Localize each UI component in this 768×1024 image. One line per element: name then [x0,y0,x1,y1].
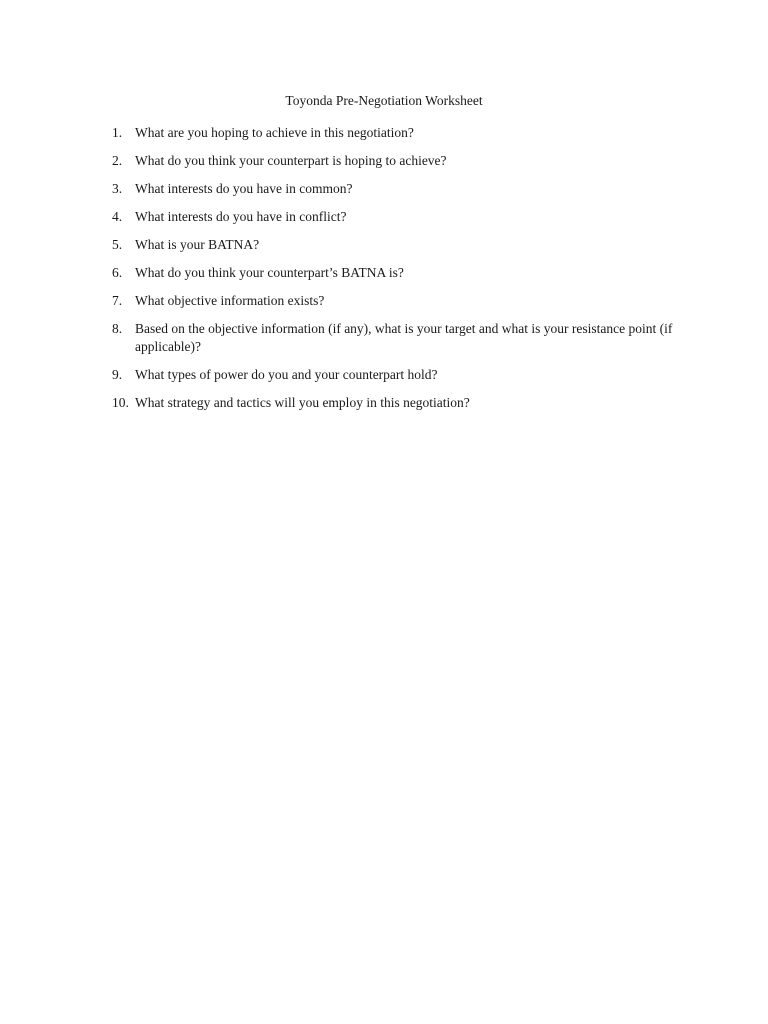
question-text: Based on the objective information (if any), what is your target and what is your resistance point (if applicable)? [135,321,673,354]
question-text: What do you think your counterpart’s BATNA is? [135,265,404,280]
question-number: 9. [112,367,123,382]
question-number: 5. [112,237,123,252]
question-item-6 [112,264,682,282]
question-item-2 [112,152,682,170]
question-number: 8. [112,321,123,336]
question-item-8 [112,320,682,356]
question-number: 1. [112,125,123,140]
question-list [112,124,682,422]
question-number: 3. [112,181,123,196]
question-number: 7. [112,293,123,308]
question-text: What is your BATNA? [135,237,260,252]
question-item-1 [112,124,682,142]
question-item-5 [112,236,682,254]
question-item-9 [112,366,682,384]
question-text: What interests do you have in conflict? [135,209,347,224]
document-title: Toyonda Pre-Negotiation Worksheet [285,93,483,108]
question-item-7 [112,292,682,310]
question-text: What objective information exists? [135,293,325,308]
question-text: What interests do you have in common? [135,181,353,196]
question-number: 4. [112,209,123,224]
question-text: What do you think your counterpart is hoping to achieve? [135,153,447,168]
question-text: What are you hoping to achieve in this negotiation? [135,125,414,140]
question-number: 2. [112,153,123,168]
question-text: What strategy and tactics will you employ in this negotiation? [135,395,470,410]
question-item-4 [112,208,682,226]
question-item-3 [112,180,682,198]
question-item-10 [112,394,682,412]
question-text: What types of power do you and your counterpart hold? [135,367,438,382]
question-number: 6. [112,265,123,280]
question-number: 10. [112,395,129,410]
